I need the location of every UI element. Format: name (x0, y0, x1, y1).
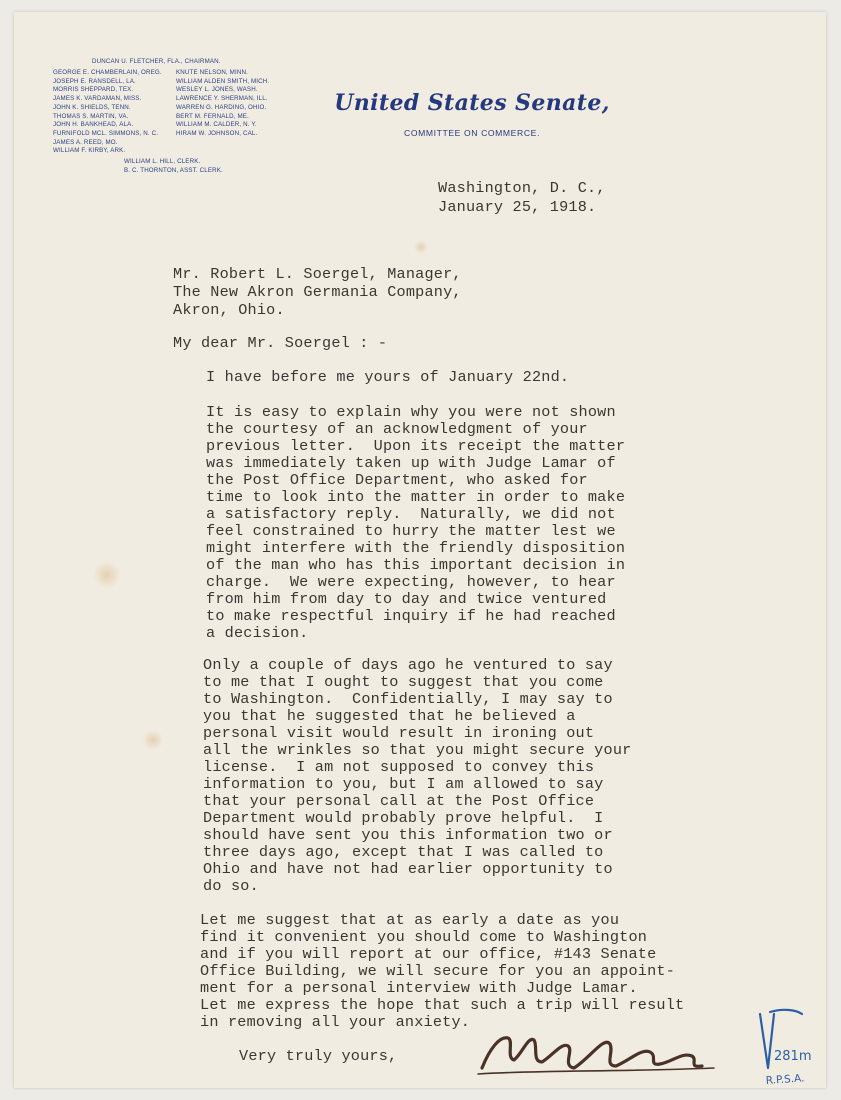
signature (470, 1018, 720, 1085)
paragraph-line: previous letter. Upon its receipt the matter (206, 437, 626, 455)
paper-stain (94, 560, 120, 590)
paragraph-line: from him from day to day and twice ventured (206, 590, 607, 608)
paragraph-line: in removing all your anxiety. (200, 1013, 471, 1031)
paragraph-line: all the wrinkles so that you might secure your (203, 741, 632, 759)
paragraph-line: of the man who has this important decision in (206, 556, 626, 574)
paragraph-line: find it convenient you should come to Washington (200, 928, 648, 946)
paragraph-line: license. I am not supposed to convey this (203, 758, 595, 776)
paragraph-line: do so. (203, 877, 259, 895)
archive-mark (752, 1004, 830, 1090)
paragraph-line: time to look into the matter in order to make (206, 488, 626, 506)
paragraph-line: the Post Office Department, who asked for (206, 471, 588, 489)
address-line: Akron, Ohio. (173, 301, 285, 319)
paper-stain (142, 730, 164, 750)
paragraph-line: to Washington. Confidentially, I may say to (203, 690, 613, 708)
senate-title: United States Senate, (334, 90, 610, 116)
address-line: Mr. Robert L. Soergel, Manager, (173, 265, 462, 283)
paragraph-line: charge. We were expecting, however, to hear (206, 573, 616, 591)
committee-member: THOMAS S. MARTIN, VA. (53, 112, 129, 120)
closing: Very truly yours, (239, 1047, 398, 1065)
archive-initials: R.P.S.A. (765, 1072, 805, 1087)
archive-number: 281m (774, 1049, 812, 1064)
paragraph-line: Let me express the hope that such a trip will result (200, 996, 685, 1014)
paragraph-line: and if you will report at our office, #143 Senate (200, 945, 657, 963)
committee-member: WILLIAM M. CALDER, N. Y. (176, 121, 257, 129)
paragraph-line: you that he suggested that he believed a (203, 707, 576, 725)
archive-annotation (752, 1004, 830, 1095)
paragraph-line: Department would probably prove helpful. I (203, 809, 604, 827)
paper-stain (414, 240, 428, 254)
signature-mark (470, 1018, 720, 1080)
committee-member: JOHN H. BANKHEAD, ALA. (53, 121, 134, 129)
committee-clerk: WILLIAM L. HILL, CLERK. (124, 158, 201, 165)
committee-member: JAMES A. REED, MO. (53, 138, 118, 146)
committee-member: MORRIS SHEPPARD, TEX. (53, 86, 134, 94)
paragraph-line: was immediately taken up with Judge Lamar of (206, 454, 616, 472)
paragraph-line: to make respectful inquiry if he had reached (206, 607, 616, 625)
paragraph-line: Office Building, we will secure for you an appoint- (200, 962, 676, 980)
paragraph-line: feel constrained to hurry the matter lest we (206, 522, 616, 540)
committee-member: WILLIAM ALDEN SMITH, MICH. (176, 77, 270, 85)
paragraph-line: It is easy to explain why you were not shown (206, 403, 616, 421)
committee-member: WILLIAM F. KIRBY, ARK. (53, 147, 126, 155)
committee-member: KNUTE NELSON, MINN. (176, 69, 248, 76)
paragraph-line: that your personal call at the Post Office (203, 792, 595, 810)
paragraph-line: I have before me yours of January 22nd. (206, 368, 570, 386)
paragraph-line: a decision. (206, 624, 309, 642)
committee-name: COMMITTEE ON COMMERCE. (404, 128, 540, 138)
committee-member: JOHN K. SHIELDS, TENN. (53, 103, 131, 111)
committee-member: LAWRENCE Y. SHERMAN, ILL. (176, 95, 268, 103)
committee-asst-clerk: B. C. THORNTON, ASST. CLERK. (124, 167, 223, 174)
salutation: My dear Mr. Soergel : - (173, 334, 388, 352)
paragraph-line: Only a couple of days ago he ventured to say (203, 656, 613, 674)
address-line: The New Akron Germania Company, (173, 283, 462, 301)
paragraph-line: might interfere with the friendly disposition (206, 539, 626, 557)
paragraph-line: personal visit would result in ironing out (203, 724, 595, 742)
committee-chairman: DUNCAN U. FLETCHER, FLA., CHAIRMAN. (92, 58, 221, 65)
committee-member: WESLEY L. JONES, WASH. (176, 86, 258, 94)
committee-member: JAMES K. VARDAMAN, MISS. (53, 95, 142, 103)
letterhead-masthead (322, 90, 622, 138)
committee-member: HIRAM W. JOHNSON, CAL. (176, 129, 258, 137)
letter-date: January 25, 1918. (438, 198, 597, 216)
paragraph-line: a satisfactory reply. Naturally, we did not (206, 505, 616, 523)
paragraph-line: to me that I ought to suggest that you come (203, 673, 604, 691)
letter-place: Washington, D. C., (438, 179, 606, 197)
committee-member: FURNIFOLD MCL. SIMMONS, N. C. (53, 129, 159, 137)
paragraph-line: Let me suggest that at as early a date as you (200, 911, 620, 929)
committee-member: JOSEPH E. RANSDELL, LA. (53, 77, 136, 85)
committee-member: GEORGE E. CHAMBERLAIN, OREG. (53, 69, 162, 76)
committee-member: WARREN G. HARDING, OHIO. (176, 103, 267, 111)
paragraph-line: the courtesy of an acknowledgment of your (206, 420, 588, 438)
paragraph-line: Ohio and have not had earlier opportunity to (203, 860, 613, 878)
committee-member: BERT M. FERNALD, ME. (176, 112, 249, 120)
paragraph-line: information to you, but I am allowed to say (203, 775, 604, 793)
paragraph-line: ment for a personal interview with Judge Lamar. (200, 979, 638, 997)
paragraph-line: should have sent you this information two or (203, 826, 613, 844)
paragraph-line: three days ago, except that I was called to (203, 843, 604, 861)
